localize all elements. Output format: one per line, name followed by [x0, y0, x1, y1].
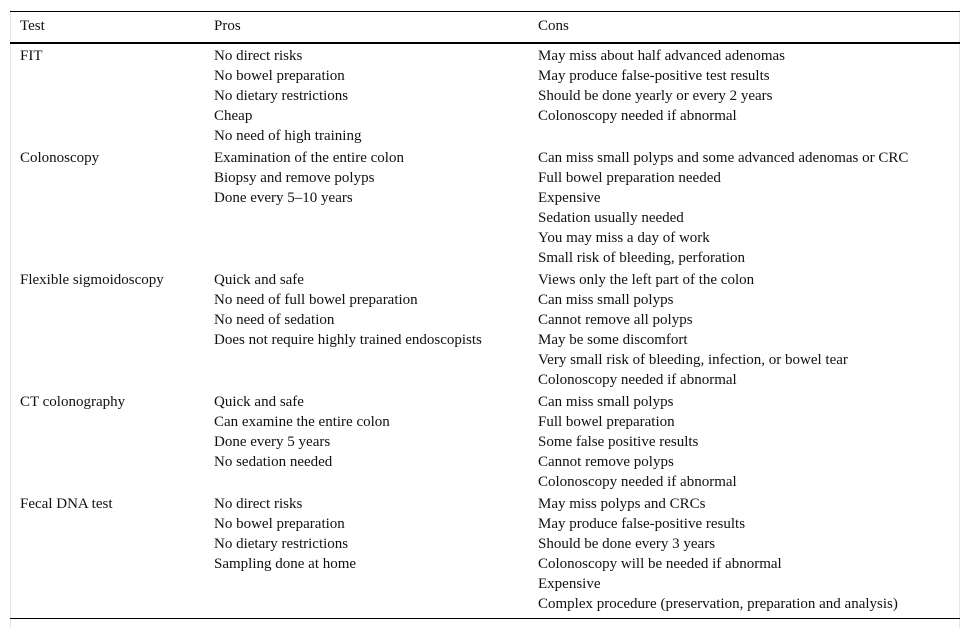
- pro-item: No direct risks: [214, 47, 303, 64]
- pro-item: No dietary restrictions: [214, 87, 349, 104]
- table-row: [10, 43, 960, 146]
- con-item: Sedation usually needed: [538, 209, 684, 226]
- pro-item: Quick and safe: [214, 393, 304, 410]
- con-item: Should be done yearly or every 2 years: [538, 87, 773, 104]
- con-item: Colonoscopy needed if abnormal: [538, 371, 737, 388]
- header-pros: Pros: [204, 12, 528, 43]
- con-item: Can miss small polyps and some advanced adenomas or CRC: [538, 149, 909, 166]
- test-name: Fecal DNA test: [20, 495, 113, 512]
- con-item: Expensive: [538, 189, 601, 206]
- pro-item: No direct risks: [214, 495, 303, 512]
- table-header-row: [10, 12, 960, 43]
- table-row: [10, 492, 960, 619]
- table-body: [10, 43, 960, 619]
- con-item: Colonoscopy needed if abnormal: [538, 473, 737, 490]
- pro-item: Sampling done at home: [214, 555, 357, 572]
- pro-item: No need of high training: [214, 127, 362, 144]
- con-item: Expensive: [538, 575, 601, 592]
- cons-cell: [528, 492, 960, 619]
- con-item: May miss about half advanced adenomas: [538, 47, 786, 64]
- pro-item: Examination of the entire colon: [214, 149, 404, 166]
- pros-cell: [204, 390, 528, 492]
- test-name-cell: [10, 146, 204, 268]
- pros-cell: [204, 268, 528, 390]
- pro-item: Can examine the entire colon: [214, 413, 390, 430]
- pro-item: Does not require highly trained endoscopists: [214, 331, 482, 348]
- cons-cell: [528, 146, 960, 268]
- pros-cell: [204, 492, 528, 619]
- test-name: Flexible sigmoidoscopy: [20, 271, 164, 288]
- test-name: CT colonography: [20, 393, 126, 410]
- test-name: FIT: [20, 47, 43, 64]
- test-name: Colonoscopy: [20, 149, 100, 166]
- test-name-cell: [10, 268, 204, 390]
- con-item: Small risk of bleeding, perforation: [538, 249, 746, 266]
- con-item: May be some discomfort: [538, 331, 688, 348]
- con-item: Should be done every 3 years: [538, 535, 716, 552]
- con-item: Very small risk of bleeding, infection, or bowel tear: [538, 351, 848, 368]
- pro-item: No bowel preparation: [214, 515, 345, 532]
- con-item: Colonoscopy needed if abnormal: [538, 107, 737, 124]
- con-item: Complex procedure (preservation, preparation and analysis): [538, 595, 898, 612]
- con-item: You may miss a day of work: [538, 229, 710, 246]
- screening-tests-table: [10, 11, 960, 619]
- cons-cell: [528, 43, 960, 146]
- con-item: Can miss small polyps: [538, 393, 674, 410]
- pro-item: Done every 5–10 years: [214, 189, 353, 206]
- con-item: Cannot remove polyps: [538, 453, 674, 470]
- con-item: May miss polyps and CRCs: [538, 495, 706, 512]
- header-test: Test: [10, 12, 204, 43]
- cons-cell: [528, 390, 960, 492]
- table-row: [10, 390, 960, 492]
- cons-cell: [528, 268, 960, 390]
- pro-item: No dietary restrictions: [214, 535, 349, 552]
- pros-cell: [204, 43, 528, 146]
- con-item: May produce false-positive results: [538, 515, 746, 532]
- test-name-cell: [10, 43, 204, 146]
- con-item: Full bowel preparation: [538, 413, 675, 430]
- con-item: Full bowel preparation needed: [538, 169, 721, 186]
- pro-item: No need of full bowel preparation: [214, 291, 418, 308]
- con-item: Views only the left part of the colon: [538, 271, 755, 288]
- pro-item: Done every 5 years: [214, 433, 331, 450]
- pro-item: No sedation needed: [214, 453, 333, 470]
- table-row: [10, 268, 960, 390]
- con-item: Colonoscopy will be needed if abnormal: [538, 555, 782, 572]
- con-item: Cannot remove all polyps: [538, 311, 693, 328]
- con-item: Some false positive results: [538, 433, 699, 450]
- test-name-cell: [10, 492, 204, 619]
- test-name-cell: [10, 390, 204, 492]
- con-item: Can miss small polyps: [538, 291, 674, 308]
- pro-item: Quick and safe: [214, 271, 304, 288]
- header-cons: Cons: [528, 12, 960, 43]
- pro-item: Cheap: [214, 107, 253, 124]
- table-row: [10, 146, 960, 268]
- con-item: May produce false-positive test results: [538, 67, 770, 84]
- pro-item: Biopsy and remove polyps: [214, 169, 375, 186]
- pro-item: No need of sedation: [214, 311, 335, 328]
- pro-item: No bowel preparation: [214, 67, 345, 84]
- pros-cell: [204, 146, 528, 268]
